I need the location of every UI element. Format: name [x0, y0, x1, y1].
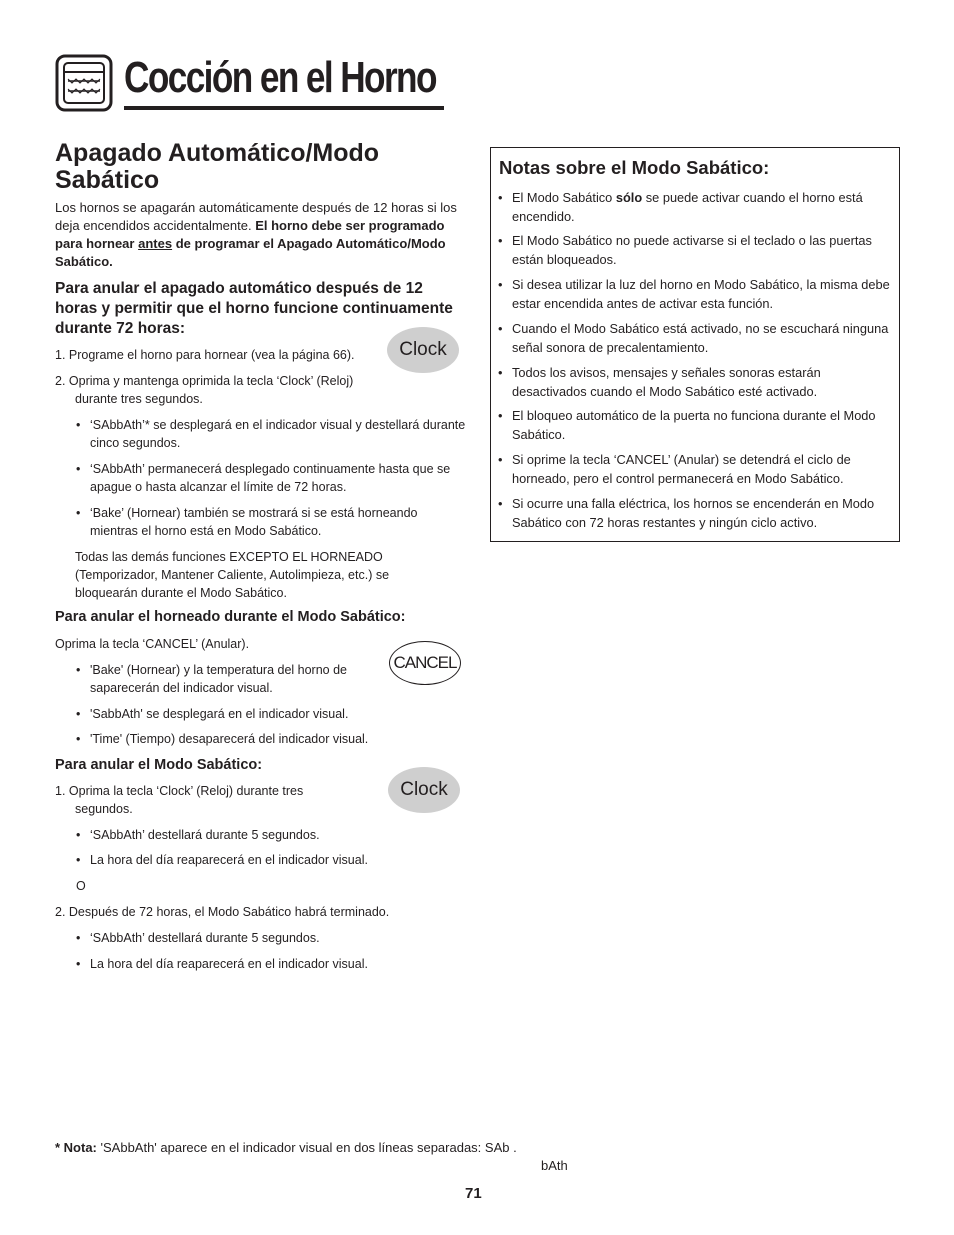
- list-item-text: 'SabbAth' se desplegará en el indicador visual.: [90, 707, 349, 721]
- note-text: Todos los avisos, mensajes y señales sonoras estarán desactivados cuando el Modo Sabático esté activado.: [512, 365, 821, 399]
- step-2-line-2: durante tres segundos.: [75, 392, 203, 406]
- note-text: Si ocurre una falla eléctrica, los hornos se encenderán en Modo Sabático con 72 horas restantes y ningún ciclo activo.: [512, 496, 875, 530]
- list-item: • ‘SAbbAth’ permanecerá desplegado continuamente hasta que se apague o hasta alcanzar el límite de 72 horas.: [76, 460, 466, 496]
- list-item: • La hora del día reaparecerá en el indicador visual.: [76, 851, 466, 869]
- note-text-bold: sólo: [615, 190, 643, 205]
- clock-key-illustration: Clock: [387, 327, 459, 373]
- list-item-text: La hora del día reaparecerá en el indicador visual.: [90, 957, 368, 971]
- list-item-text: 'Time' (Tiempo) desaparecerá del indicador visual.: [90, 732, 369, 746]
- list-item: • ‘SAbbAth’ destellará durante 5 segundos.: [76, 826, 466, 844]
- intro-bold-b: de programar el Apagado Automático/Modo Sabático.: [55, 236, 446, 269]
- list-item-text: ‘SAbbAth’* se desplegará en el indicador visual y destellará durante cinco segundos.: [90, 418, 466, 450]
- cancel-instruction: Oprima la tecla ‘CANCEL’ (Anular).: [55, 637, 250, 651]
- list-item-text: ‘SAbbAth’ destellará durante 5 segundos.: [90, 828, 320, 842]
- step-1: 1. Programe el horno para hornear (vea la página 66).: [55, 348, 355, 362]
- note-text: Si oprime la tecla ‘CANCEL’ (Anular) se detendrá el ciclo de horneado, pero el control permanecerá en Modo Sabático.: [512, 452, 851, 486]
- list-item: • ‘SAbbAth’* se desplegará en el indicador visual y destellará durante cinco segundos.: [76, 418, 466, 450]
- note-item: • Si ocurre una falla eléctrica, los hornos se encenderán en Modo Sabático con 72 horas restantes y ningún ciclo activo.: [498, 496, 875, 530]
- note-text: se puede activar cuando el horno está encendido.: [512, 190, 863, 224]
- list-item: • ‘SAbbAth’ destellará durante 5 segundos.: [76, 929, 466, 947]
- page-number: 71: [465, 1185, 482, 1202]
- note-text: El bloqueo automático de la puerta no funciona durante el Modo Sabático.: [512, 408, 876, 442]
- note-text: El Modo Sabático no puede activarse si el teclado o las puertas están bloqueados.: [512, 233, 872, 267]
- note-item: • El Modo Sabático no puede activarse si el teclado o las puertas están bloqueados.: [498, 233, 872, 267]
- list-item-text: ‘SAbbAth’ permanecerá desplegado continuamente hasta que se apague o hasta alcanzar el límite de 72 horas.: [90, 462, 451, 494]
- list-item: • 'Time' (Tiempo) desaparecerá del indicador visual.: [76, 730, 466, 748]
- intro-paragraph: [55, 199, 465, 271]
- intro-bold-a: El horno debe ser programado para hornear: [55, 218, 445, 251]
- note-item: • Cuando el Modo Sabático está activado, no se escuchará ninguna señal sonora de precalentamiento.: [498, 321, 889, 355]
- list-item: • La hora del día reaparecerá en el indicador visual.: [76, 955, 466, 973]
- page-title: Cocción en el Horno: [124, 53, 436, 102]
- exit-step-1-line-2: segundos.: [75, 802, 133, 816]
- list-item: • 'Bake' (Hornear) y la temperatura del horno de saparecerán del indicador visual.: [76, 661, 376, 697]
- or-separator: O: [76, 879, 86, 893]
- list-item-text: 'Bake' (Hornear) y la temperatura del horno de saparecerán del indicador visual.: [90, 663, 347, 695]
- note-text: Si desea utilizar la luz del horno en Modo Sabático, la misma debe estar encendida antes de activar esta función.: [512, 277, 890, 311]
- footnote-label: * Nota:: [55, 1140, 97, 1155]
- note-text: El Modo Sabático: [512, 190, 613, 205]
- note-item: • El bloqueo automático de la puerta no funciona durante el Modo Sabático.: [498, 408, 876, 442]
- list-item-text: ‘Bake’ (Hornear) también se mostrará si se está horneando mientras el horno está en Modo Sabático.: [90, 506, 418, 538]
- note-item: • Si oprime la tecla ‘CANCEL’ (Anular) se detendrá el ciclo de horneado, pero el control permanecerá en Modo Sabático.: [498, 452, 851, 486]
- intro-bold-underlined: antes: [138, 236, 173, 251]
- note-text: Cuando el Modo Sabático está activado, no se escuchará ninguna señal sonora de precalentamiento.: [512, 321, 889, 355]
- clock-key-illustration: Clock: [388, 767, 460, 813]
- locked-functions-note: Todas las demás funciones EXCEPTO EL HORNEADO (Temporizador, Mantener Caliente, Autolimpieza, etc.) se bloquearán durante el Modo Sabático.: [75, 550, 390, 600]
- intro-text: Los hornos se apagarán automáticamente después de 12 horas si los deja encendidos accidentalmente.: [55, 200, 457, 233]
- section-title: Apagado Automático/Modo Sabático: [55, 139, 380, 194]
- footnote-text: 'SAbbAth' aparece en el indicador visual en dos líneas separadas: SAb .: [100, 1140, 517, 1155]
- subheading-cancel-bake: Para anular el horneado durante el Modo Sabático:: [55, 609, 406, 625]
- list-item: • ‘Bake’ (Hornear) también se mostrará si se está horneando mientras el horno está en Modo Sabático.: [76, 504, 466, 540]
- subheading-override-shutoff: Para anular el apagado automático después de 12 horas y permitir que el horno funcione continuamente durante 72 horas:: [55, 280, 453, 337]
- exit-step-2: 2. Después de 72 horas, el Modo Sabático habrá terminado.: [55, 905, 390, 919]
- exit-step-1-line-1: 1. Oprima la tecla ‘Clock’ (Reloj) durante tres: [55, 784, 304, 798]
- title-rule: [124, 106, 444, 110]
- list-item-text: ‘SAbbAth’ destellará durante 5 segundos.: [90, 931, 320, 945]
- notes-title: Notas sobre el Modo Sabático:: [499, 157, 770, 178]
- list-item-text: La hora del día reaparecerá en el indicador visual.: [90, 853, 368, 867]
- step-2-line-1: 2. Oprima y mantenga oprimida la tecla ‘Clock’ (Reloj): [55, 374, 354, 388]
- note-item: • Todos los avisos, mensajes y señales sonoras estarán desactivados cuando el Modo Sabático esté activado.: [498, 365, 821, 399]
- footnote-second-line: bAth: [541, 1158, 568, 1173]
- subheading-cancel-sabbath: Para anular el Modo Sabático:: [55, 757, 263, 773]
- cancel-key-illustration: CANCEL: [389, 641, 461, 685]
- footnote: [55, 1139, 517, 1157]
- note-item: • Si desea utilizar la luz del horno en Modo Sabático, la misma debe estar encendida antes de activar esta función.: [498, 277, 890, 311]
- note-item: • El Modo Sabático sólo se puede activar cuando el horno está encendido.: [498, 190, 863, 224]
- oven-icon: [55, 54, 113, 112]
- list-item: • 'SabbAth' se desplegará en el indicador visual.: [76, 705, 466, 723]
